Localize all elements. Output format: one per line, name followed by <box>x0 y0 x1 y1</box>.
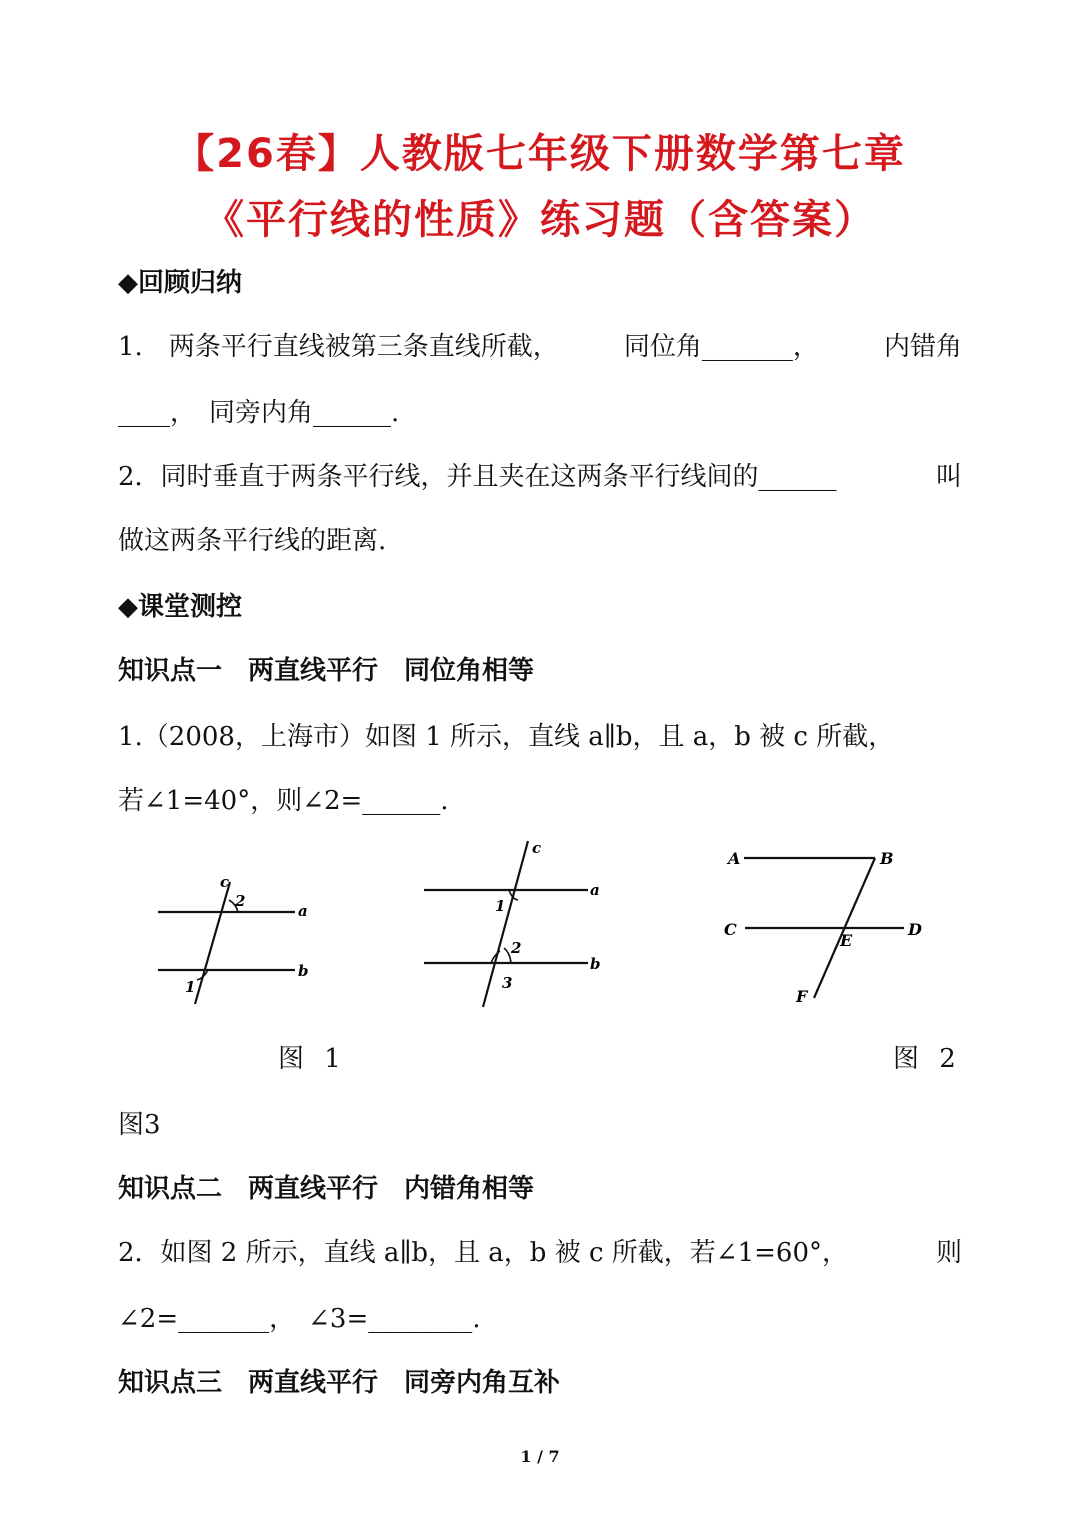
fig2-label-1: 1 <box>495 897 506 915</box>
fig2-label-3: 3 <box>502 974 513 992</box>
document-title-line-2: 《平行线的性质》练习题（含答案） <box>204 197 876 243</box>
problem-2-text: 2．如图 2 所示，直线 a∥b，且 a，b 被 c 所截，若∠1=60°， <box>118 1238 848 1268</box>
fig3-label-B: B <box>880 849 894 868</box>
fig2-label-c: c <box>532 839 542 857</box>
fig1-label-b: b <box>298 962 309 980</box>
fig1-label-2: 2 <box>235 892 246 910</box>
caption-figure-2: 图 2 <box>893 1044 962 1074</box>
problem-2-line-1 <box>118 1232 962 1269</box>
review-question-1-line-1 <box>118 326 962 363</box>
review-q1-text: 1. 两条平行直线被第三条直线所截， <box>118 332 559 362</box>
section-heading-classroom: ◆课堂测控 <box>118 592 242 622</box>
review-question-1-line-2: ____， 同旁内角______. <box>118 398 400 428</box>
fig1-label-c: c <box>220 873 230 891</box>
problem-1-line-1: 1.（2008，上海市）如图 1 所示，直线 a∥b，且 a，b 被 c 所截， <box>118 722 895 752</box>
figure-2 <box>418 835 618 1015</box>
review-q2-text: 2．同时垂直于两条平行线，并且夹在这两条平行线间的______ <box>118 462 837 492</box>
fig2-label-b: b <box>590 955 601 973</box>
figure-3 <box>718 840 938 1010</box>
problem-1-line-2: 若∠1=40°，则∠2=______. <box>118 786 449 816</box>
problem-2-line-2: ∠2=_______， ∠3=________. <box>118 1304 481 1334</box>
caption-figure-3: 图3 <box>118 1110 161 1140</box>
review-q2-end: 叫 <box>935 462 962 492</box>
page-number: 1 / 7 <box>520 1447 560 1466</box>
fig2-label-2: 2 <box>511 939 522 957</box>
knowledge-point-2: 知识点二 两直线平行 内错角相等 <box>118 1174 535 1204</box>
fig3-label-C: C <box>724 920 737 939</box>
fig1-label-1: 1 <box>185 978 196 996</box>
review-question-2-line-2: 做这两条平行线的距离. <box>118 526 387 556</box>
problem-2-end: 则 <box>935 1238 962 1268</box>
fig3-label-E: E <box>840 931 853 950</box>
review-question-2-line-1 <box>118 456 962 493</box>
figure-1 <box>150 870 330 1010</box>
knowledge-point-3: 知识点三 两直线平行 同旁内角互补 <box>118 1368 561 1398</box>
document-title-line-1: 【26春】人教版七年级下册数学第七章 <box>174 131 906 177</box>
fig2-label-a: a <box>590 881 600 899</box>
review-q1-corresponding: 同位角_______， <box>623 332 819 362</box>
review-q1-alternate: 内错角 <box>883 332 962 362</box>
caption-figure-1: 图 1 <box>278 1044 347 1074</box>
fig1-label-a: a <box>298 902 308 920</box>
fig3-label-A: A <box>728 849 741 868</box>
fig3-label-F: F <box>796 987 808 1006</box>
section-heading-review: ◆回顾归纳 <box>118 268 242 298</box>
knowledge-point-1: 知识点一 两直线平行 同位角相等 <box>118 656 535 686</box>
fig3-label-D: D <box>908 920 922 939</box>
